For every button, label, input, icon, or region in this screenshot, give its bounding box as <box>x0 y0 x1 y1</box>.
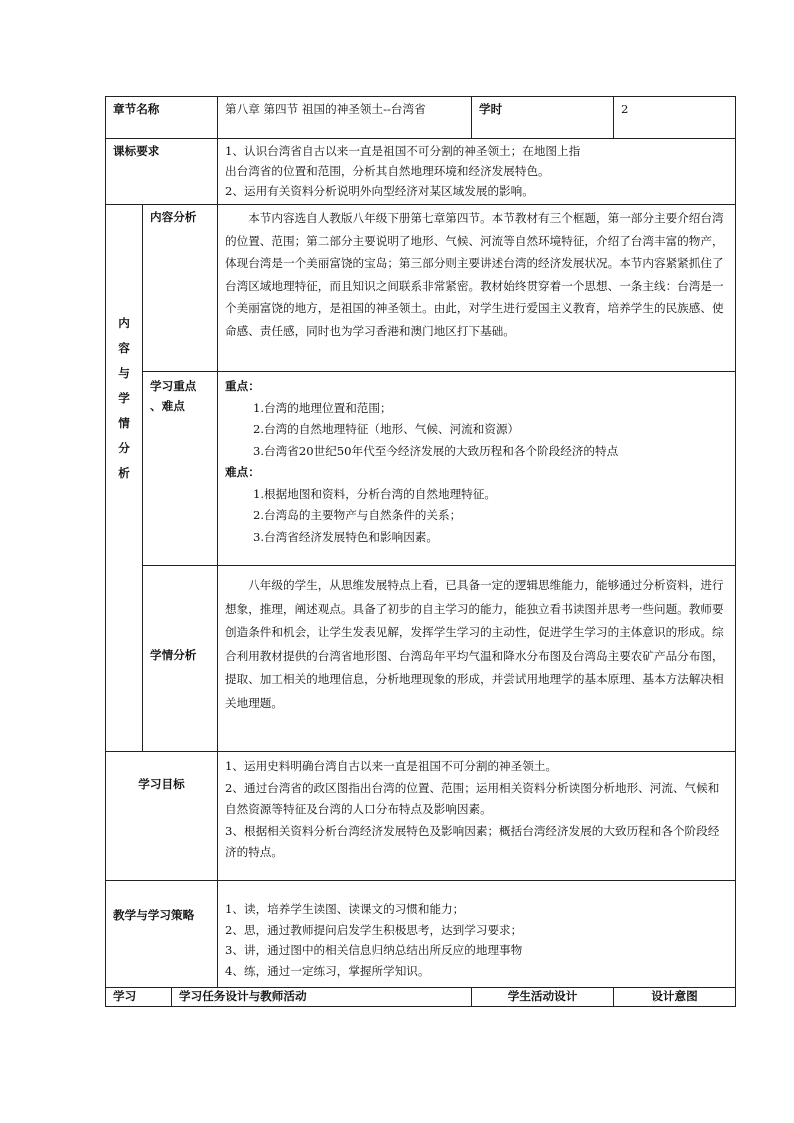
key-points-label-line-2: 、难点 <box>150 399 185 413</box>
side-char: 容 <box>118 340 130 355</box>
student-analysis-text <box>218 566 736 752</box>
standards-line-2: 出台湾省的位置和范围，分析其自然地理环境和经济发展特色。 <box>225 164 550 178</box>
nandian-item: 2.台湾岛的主要物产与自然条件的关系； <box>253 508 462 522</box>
student-analysis-label: 学情分析 <box>143 566 218 752</box>
zhongdian-label: 重点： <box>225 379 260 393</box>
key-points-row <box>106 372 736 566</box>
nandian-item: 1.根据地图和资料，分析台湾的自然地理特征。 <box>253 486 496 501</box>
student-analysis-row <box>106 566 736 752</box>
zhongdian-item: 1.台湾的地理位置和范围； <box>253 400 392 415</box>
standards-row <box>106 139 736 205</box>
nandian-label: 难点： <box>225 465 260 479</box>
zhongdian-item: 2.台湾的自然地理特征（地形、气候、河流和资源） <box>253 422 520 436</box>
standards-line-3: 2、运用有关资料分析说明外向型经济对某区域发展的影响。 <box>225 184 534 198</box>
key-points-content <box>218 372 736 566</box>
hours-label: 学时 <box>472 97 614 139</box>
objectives-row <box>106 752 736 881</box>
objectives-text <box>218 752 736 881</box>
key-points-label-line-1: 学习重点 <box>150 379 197 393</box>
strategy-item: 2、思，通过教师提问启发学生积极思考，达到学习要求； <box>225 922 523 937</box>
activity-header-row <box>106 988 736 1007</box>
lesson-plan-table <box>105 96 736 1007</box>
analysis-side-label <box>106 205 143 752</box>
strategy-item: 1、读，培养学生读图、读课文的习惯和能力； <box>225 902 465 916</box>
side-char: 析 <box>118 465 130 480</box>
objectives-label: 学习目标 <box>106 752 218 881</box>
side-char: 分 <box>118 440 130 455</box>
strategy-item: 4、练，通过一定练习，掌握所学知识。 <box>225 963 430 978</box>
activity-col-student: 学生活动设计 <box>472 988 614 1007</box>
standards-label: 课标要求 <box>106 139 218 205</box>
content-analysis-label: 内容分析 <box>143 205 218 372</box>
strategy-label: 教学与学习策略 <box>106 881 218 988</box>
hours-value: 2 <box>614 97 736 139</box>
chapter-value: 第八章 第四节 祖国的神圣领土--台湾省 <box>218 97 472 139</box>
objective-item: 1、运用史料明确台湾自古以来一直是祖国不可分割的神圣领土。 <box>225 759 558 773</box>
standards-text <box>218 139 736 205</box>
standards-line-1: 1、认识台湾省自古以来一直是祖国不可分割的神圣领土；在地图上指 <box>225 144 581 158</box>
content-analysis-row <box>106 205 736 372</box>
header-row <box>106 97 736 139</box>
nandian-item: 3.台湾省经济发展特色和影响因素。 <box>253 529 438 544</box>
objective-item: 3、根据相关资料分析台湾经济发展特色及影响因素；概括台湾经济发展的大致历程和各个阶段经济的特点。 <box>225 823 720 859</box>
chapter-label: 章节名称 <box>106 97 218 139</box>
content-analysis-text <box>218 205 736 372</box>
activity-col-intent: 设计意图 <box>614 988 736 1007</box>
activity-col-study: 学习 <box>106 988 172 1007</box>
strategy-row <box>106 881 736 988</box>
side-char: 内 <box>118 315 130 330</box>
side-char: 学 <box>118 390 130 405</box>
side-char: 情 <box>118 415 130 430</box>
side-char: 与 <box>118 365 130 380</box>
key-points-label <box>143 372 218 566</box>
objective-item: 2、通过台湾省的政区图指出台湾的位置、范围；运用相关资料分析读图分析地形、河流、气候和自然资源等特征及台湾的人口分布特点及影响因素。 <box>225 780 720 816</box>
activity-col-teacher: 学习任务设计与教师活动 <box>172 988 472 1007</box>
strategy-text <box>218 881 736 988</box>
strategy-item: 3、讲，通过图中的相关信息归纳总结出所反应的地理事物 <box>225 943 523 957</box>
zhongdian-item: 3.台湾省20世纪50年代至今经济发展的大致历程和各个阶段经济的特点 <box>253 443 619 458</box>
student-analysis-paragraph: 八年级的学生，从思维发展特点上看，已具备一定的逻辑思维能力，能够通过分析资料，进行想象，推理，阐述观点。具备了初步的自主学习的能力，能独立看书读图并思考一些问题。教师要创造条件和机会，让学生发表见解，发挥学生学习的主动性，促进学生学习的主体意识的形成。综合利用教材提供的台湾省地形图、台湾岛年平均气温和降水分布图及台湾岛主要农矿产品分布图，提取、加工相关的地理信息，分析地理现象的形成，并尝试用地理学的基本原理、基本方法解决相关地理题。 <box>225 578 724 710</box>
content-analysis-paragraph: 本节内容选自人教版八年级下册第七章第四节。本节教材有三个框题，第一部分主要介绍台湾的位置、范围；第二部分主要说明了地形、气候、河流等自然环境特征，介绍了台湾丰富的物产，体现台湾是一个美丽富饶的宝岛；第三部分则主要讲述台湾的经济发展状况。本节内容紧紧抓住了台湾区域地理特征，而且知识之间联系非常紧密。教材始终贯穿着一个思想、一条主线：台湾是一个美丽富饶的地方，是祖国的神圣领土。由此，对学生进行爱国主义教育，培养学生的民族感、使命感、责任感，同时也为学习香港和澳门地区打下基础。 <box>225 211 724 338</box>
